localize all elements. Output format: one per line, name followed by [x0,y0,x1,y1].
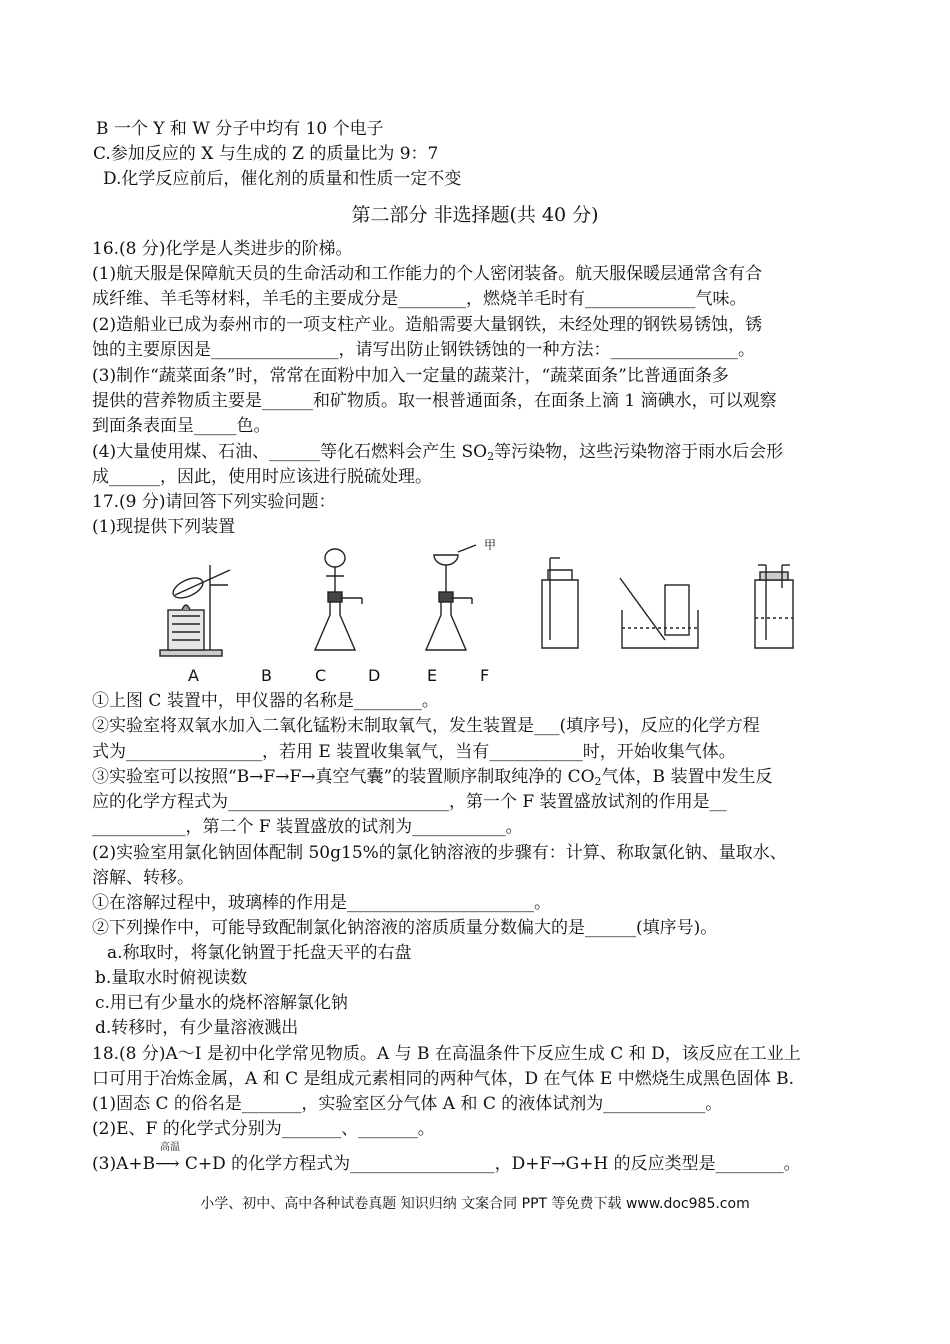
label-b: B [261,666,272,685]
q16-3-line1: (3)制作“蔬菜面条”时，常常在面粉中加入一定量的蔬菜汁，“蔬菜面条”比普通面条多 [92,366,729,386]
q16-3-line3: 到面条表面呈_____色。 [92,416,271,436]
q16-1-line1: (1)航天服是保障航天员的生命活动和工作能力的个人密闭装备。航天服保暖层通常含有合 [92,264,763,284]
q18-2: (2)E、F 的化学式分别为_______、_______。 [92,1119,435,1139]
q16-4-line2: 成______，因此，使用时应该进行脱硫处理。 [92,467,432,487]
reaction-condition: 高温 [160,1142,180,1153]
option-c-item: c.用已有少量水的烧杯溶解氯化钠 [95,993,348,1013]
label-c: C [315,666,327,685]
q16-header: 16.(8 分)化学是人类进步的阶梯。 [92,239,353,259]
reaction-arrow: ⟶ [155,1154,180,1174]
apparatus-d [542,558,578,648]
option-b: B 一个 Y 和 W 分子中均有 10 个电子 [96,119,384,139]
q17-2-part2: ②下列操作中，可能导致配制氯化钠溶液的溶质质量分数偏大的是______(填序号)。 [92,918,718,938]
figure-annotation: 甲 [484,538,497,552]
apparatus-a [160,565,230,656]
q16-2-line1: (2)造船业已成为泰州市的一项支柱产业。造船需要大量钢铁，未经处理的钢铁易锈蚀，锈 [92,315,763,335]
q16-1-line2: 成纤维、羊毛等材料，羊毛的主要成分是________，燃烧羊毛时有_____________气味。 [92,289,747,309]
apparatus-b [315,549,362,650]
label-d: D [368,666,381,685]
option-a-item: a.称取时，将氯化钠置于托盘天平的右盘 [107,943,412,963]
q18-header-line1: 18.(8 分)A～I 是初中化学常见物质。A 与 B 在高温条件下反应生成 C 和 D，该反应在工业上 [92,1044,801,1064]
q16-4-line1: (4)大量使用煤、石油、______等化石燃料会产生 $SO_2$等污染物，这些污染物溶于雨水后会形 [92,442,784,463]
q17-1-part2-line2: 式为________________，若用 E 装置收集氧气，当有___________时，开始收集气体。 [92,742,736,762]
q16-2-line2: 蚀的主要原因是_______________，请写出防止钢铁锈蚀的一种方法：_______________。 [92,340,755,360]
q17-1-part3-line3: ___________，第二个 F 装置盛放的试剂为___________。 [92,817,523,837]
apparatus-f [755,565,793,648]
q18-1: (1)固态 C 的俗名是_______，实验室区分气体 A 和 C 的液体试剂为____________。 [92,1094,723,1114]
q17-2-line2: 溶解、转移。 [92,868,194,888]
q17-2-line1: (2)实验室用氯化钠固体配制 50g15%的氯化钠溶液的步骤有：计算、称取氯化钠、量取水、 [92,843,787,863]
q17-1-intro: (1)现提供下列装置 [92,517,236,537]
q17-1-part3-line1: ③实验室可以按照“B→F→F→真空气囊”的装置顺序制取纯净的 $CO_2$气体，B 装置中发生反 [92,767,773,788]
label-f: F [480,666,490,685]
label-a: A [188,666,199,685]
q17-1-part3-line2: 应的化学方程式为__________________________，第一个 F 装置盛放试剂的作用是__ [92,792,727,812]
option-b-item: b.量取水时俯视读数 [95,968,248,988]
option-d-item: d.转移时，有少量溶液溅出 [95,1018,299,1038]
label-e: E [427,666,438,685]
q18-header-line2: 口可用于冶炼金属，A 和 C 是组成元素相同的两种气体，D 在气体 E 中燃烧生成黑色固体 B. [92,1069,795,1089]
q17-2-part1: ①在溶解过程中，玻璃棒的作用是______________________。 [92,893,551,913]
apparatus-figure [150,540,810,665]
option-d: D.化学反应前后，催化剂的质量和性质一定不变 [103,169,462,189]
q17-1-part2-line1: ②实验室将双氧水加入二氧化锰粉末制取氧气，发生装置是___(填序号)，反应的化学方程 [92,716,760,736]
q17-header: 17.(9 分)请回答下列实验问题： [92,492,336,512]
q18-3: (3)A+B⟶ C+D 的化学方程式为_________________，D+F→G+H 的反应类型是________。 [92,1154,801,1174]
q17-1-part1: ①上图 C 装置中，甲仪器的名称是________。 [92,691,439,711]
page-footer: 小学、初中、高中各种试卷真题 知识归纳 文案合同 PPT 等免费下载 www.doc985.com [200,1196,750,1212]
apparatus-c [426,545,476,650]
option-c: C.参加反应的 X 与生成的 Z 的质量比为 9：7 [93,144,439,164]
section-title: 第二部分 非选择题(共 40 分) [351,204,599,226]
q16-3-line2: 提供的营养物质主要是______和矿物质。取一根普通面条，在面条上滴 1 滴碘水，可以观察 [92,391,777,411]
apparatus-e [620,578,698,648]
